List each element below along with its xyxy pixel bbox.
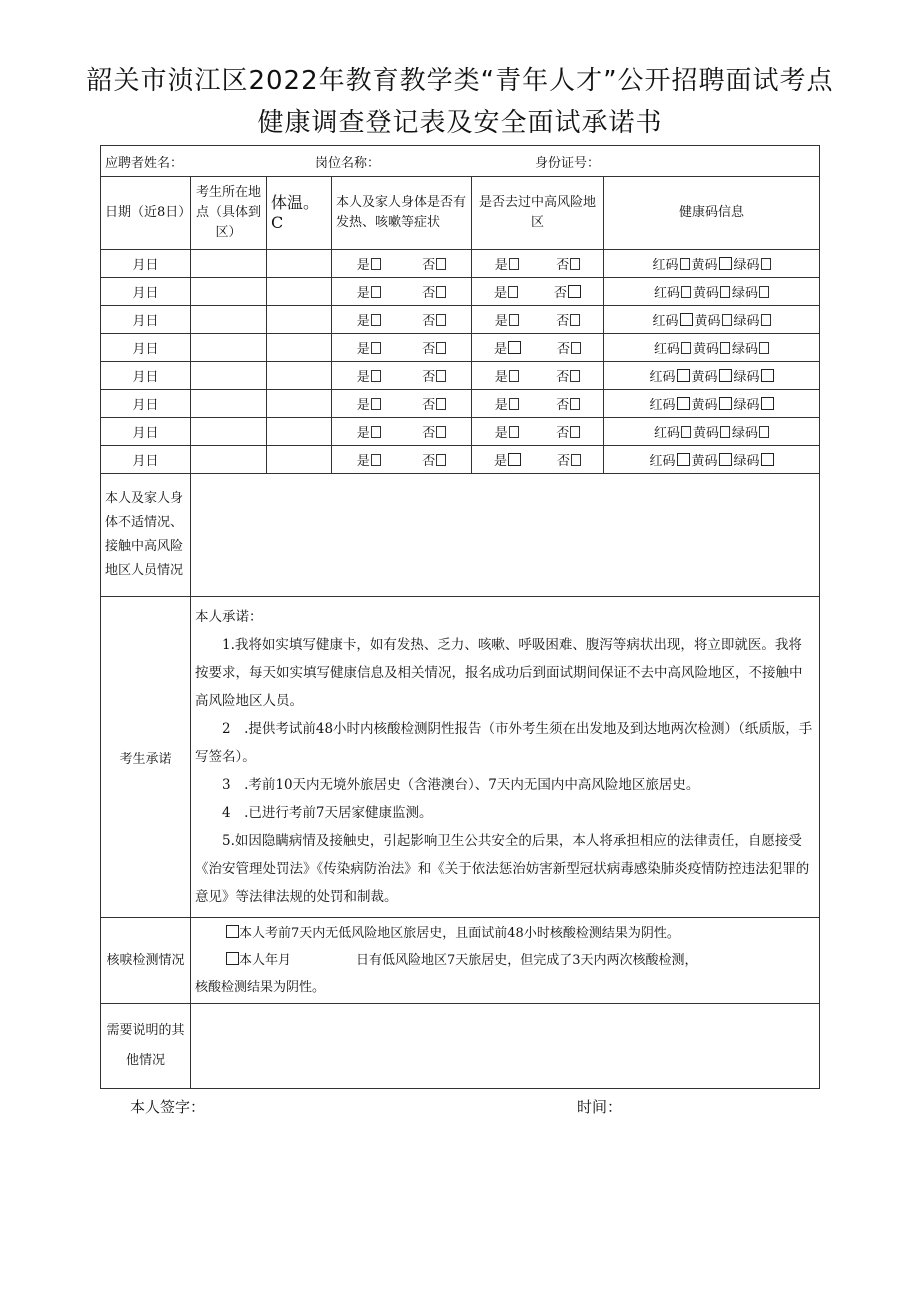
green-code-option[interactable]: 绿码 bbox=[734, 310, 771, 329]
risk-yes-option[interactable]: 是 bbox=[495, 422, 519, 441]
time-label[interactable]: 时间： bbox=[577, 1098, 623, 1116]
day-temp-cell[interactable] bbox=[267, 278, 332, 306]
green-code-option[interactable]: 绿码 bbox=[732, 282, 769, 301]
commitment-item-3: 3 .考前10天内无境外旅居史（含港澳台）、7天内无国内中高风险地区旅居史。 bbox=[222, 777, 700, 793]
day-location-cell[interactable] bbox=[191, 334, 267, 362]
symptom-no-option[interactable]: 否 bbox=[422, 394, 446, 413]
day-date: 月日 bbox=[101, 250, 191, 278]
day-location-cell[interactable] bbox=[191, 362, 267, 390]
day-row bbox=[101, 418, 820, 446]
title-line-2: 健康调查登记表及安全面试承诺书 bbox=[257, 108, 663, 138]
day-temp-cell[interactable] bbox=[267, 250, 332, 278]
risk-no-option[interactable]: 否 bbox=[556, 366, 580, 385]
yellow-code-option[interactable]: 黄码 bbox=[692, 366, 732, 385]
red-code-option[interactable]: 红码 bbox=[649, 394, 689, 413]
applicant-name-field[interactable]: 应聘者姓名： bbox=[105, 155, 184, 171]
id-number-field[interactable]: 身份证号： bbox=[535, 155, 601, 171]
day-temp-cell[interactable] bbox=[267, 306, 332, 334]
other-label: 需要说明的其他情况 bbox=[101, 1004, 191, 1089]
commitment-item-4: 4 .已进行考前7天居家健康监测。 bbox=[222, 805, 433, 821]
day-temp-cell[interactable] bbox=[267, 362, 332, 390]
yellow-code-option[interactable]: 黄码 bbox=[695, 310, 732, 329]
day-row bbox=[101, 362, 820, 390]
applicant-info-row bbox=[101, 146, 820, 177]
day-date: 月日 bbox=[101, 418, 191, 446]
red-code-option[interactable]: 红码 bbox=[654, 422, 691, 441]
day-location-cell[interactable] bbox=[191, 446, 267, 474]
commitment-item-2: 2 .提供考试前48小时内核酸检测阴性报告（市外考生须在出发地及到达地两次检测）（纸质版，手写签名）。 bbox=[195, 721, 813, 765]
header-location: 考生所在地点（具体到区） bbox=[191, 177, 267, 250]
nucleic-section-row bbox=[101, 918, 820, 1004]
day-date: 月日 bbox=[101, 390, 191, 418]
symptom-yes-option[interactable]: 是 bbox=[357, 422, 381, 441]
commitment-item-1: 1.我将如实填写健康卡，如有发热、乏力、咳嗽、呼吸困难、腹泻等病状出现，将立即就医。我将按要求，每天如实填写健康信息及相关情况，报名成功后到面试期间保证不去中高风险地区，不接触中高风险地区人员。 bbox=[195, 637, 803, 709]
symptom-yes-option[interactable]: 是 bbox=[357, 338, 381, 357]
green-code-option[interactable]: 绿码 bbox=[734, 394, 774, 413]
symptom-yes-option[interactable]: 是 bbox=[357, 366, 381, 385]
day-temp-cell[interactable] bbox=[267, 334, 332, 362]
symptom-no-option[interactable]: 否 bbox=[422, 282, 446, 301]
commitment-label: 考生承诺 bbox=[101, 597, 191, 918]
green-code-option[interactable]: 绿码 bbox=[732, 422, 769, 441]
symptom-no-option[interactable]: 否 bbox=[422, 338, 446, 357]
risk-yes-option[interactable]: 是 bbox=[495, 394, 519, 413]
header-risk-area: 是否去过中高风险地区 bbox=[472, 177, 604, 250]
symptom-yes-option[interactable]: 是 bbox=[357, 282, 381, 301]
symptom-no-option[interactable]: 否 bbox=[422, 310, 446, 329]
header-symptoms: 本人及家人身体是否有发热、咳嗽等症状 bbox=[332, 177, 472, 250]
yellow-code-option[interactable]: 黄码 bbox=[693, 338, 730, 357]
symptom-yes-option[interactable]: 是 bbox=[357, 254, 381, 273]
symptom-yes-option[interactable]: 是 bbox=[357, 450, 381, 469]
day-row bbox=[101, 278, 820, 306]
risk-yes-option[interactable]: 是 bbox=[494, 450, 521, 469]
commitment-text bbox=[191, 597, 820, 918]
title-line-1: 韶关市浈江区2022年教育教学类“青年人才”公开招聘面试考点 bbox=[86, 66, 834, 96]
yellow-code-option[interactable]: 黄码 bbox=[693, 422, 730, 441]
green-code-option[interactable]: 绿码 bbox=[734, 254, 771, 273]
symptom-no-option[interactable]: 否 bbox=[422, 366, 446, 385]
day-date: 月日 bbox=[101, 446, 191, 474]
symptom-yes-option[interactable]: 是 bbox=[357, 310, 381, 329]
day-location-cell[interactable] bbox=[191, 306, 267, 334]
header-health-code: 健康码信息 bbox=[604, 177, 820, 250]
position-name-field[interactable]: 岗位名称： bbox=[315, 155, 381, 171]
red-code-option[interactable]: 红码 bbox=[649, 450, 689, 469]
checkbox-icon[interactable] bbox=[226, 952, 239, 965]
nucleic-options bbox=[191, 918, 820, 1004]
green-code-option[interactable]: 绿码 bbox=[732, 338, 769, 357]
red-code-option[interactable]: 红码 bbox=[652, 254, 689, 273]
symptom-yes-option[interactable]: 是 bbox=[357, 394, 381, 413]
day-date: 月日 bbox=[101, 362, 191, 390]
green-code-option[interactable]: 绿码 bbox=[734, 366, 774, 385]
checkbox-icon[interactable] bbox=[226, 925, 239, 938]
risk-no-option[interactable]: 否 bbox=[556, 254, 580, 273]
symptom-no-option[interactable]: 否 bbox=[422, 450, 446, 469]
yellow-code-option[interactable]: 黄码 bbox=[692, 394, 732, 413]
risk-yes-option[interactable]: 是 bbox=[495, 310, 519, 329]
other-section-row bbox=[101, 1004, 820, 1089]
symptom-no-option[interactable]: 否 bbox=[422, 422, 446, 441]
risk-no-option[interactable]: 否 bbox=[557, 338, 581, 357]
day-date: 月日 bbox=[101, 278, 191, 306]
day-temp-cell[interactable] bbox=[267, 446, 332, 474]
risk-no-option[interactable]: 否 bbox=[554, 282, 581, 301]
green-code-option[interactable]: 绿码 bbox=[734, 450, 774, 469]
signature-label[interactable]: 本人签字： bbox=[130, 1098, 206, 1116]
yellow-code-option[interactable]: 黄码 bbox=[692, 254, 732, 273]
unwell-section-row bbox=[101, 474, 820, 597]
day-row bbox=[101, 250, 820, 278]
risk-no-option[interactable]: 否 bbox=[556, 310, 580, 329]
day-row bbox=[101, 334, 820, 362]
day-row bbox=[101, 306, 820, 334]
risk-yes-option[interactable]: 是 bbox=[494, 282, 518, 301]
day-location-cell[interactable] bbox=[191, 390, 267, 418]
day-date: 月日 bbox=[101, 334, 191, 362]
day-location-cell[interactable] bbox=[191, 418, 267, 446]
day-date: 月日 bbox=[101, 306, 191, 334]
yellow-code-option[interactable]: 黄码 bbox=[693, 282, 730, 301]
risk-yes-option[interactable]: 是 bbox=[494, 338, 521, 357]
commitment-intro: 本人承诺： bbox=[195, 609, 263, 625]
day-location-cell[interactable] bbox=[191, 250, 267, 278]
nucleic-label: 核唳检测情况 bbox=[101, 918, 191, 1004]
day-temp-cell[interactable] bbox=[267, 390, 332, 418]
risk-yes-option[interactable]: 是 bbox=[495, 366, 519, 385]
risk-no-option[interactable]: 否 bbox=[556, 394, 580, 413]
risk-yes-option[interactable]: 是 bbox=[495, 254, 519, 273]
health-form-table bbox=[100, 145, 820, 1089]
symptom-no-option[interactable]: 否 bbox=[422, 254, 446, 273]
commitment-section-row bbox=[101, 597, 820, 918]
red-code-option[interactable]: 红码 bbox=[652, 310, 692, 329]
day-temp-cell[interactable] bbox=[267, 418, 332, 446]
risk-no-option[interactable]: 否 bbox=[557, 450, 581, 469]
yellow-code-option[interactable]: 黄码 bbox=[692, 450, 732, 469]
red-code-option[interactable]: 红码 bbox=[654, 338, 691, 357]
header-date: 日期（近8日） bbox=[101, 177, 191, 250]
red-code-option[interactable]: 红码 bbox=[649, 366, 689, 385]
other-details-field[interactable] bbox=[191, 1004, 820, 1089]
unwell-label: 本人及家人身体不适情况、接触中高风险地区人员情况 bbox=[101, 474, 191, 597]
day-row bbox=[101, 390, 820, 418]
nucleic-option-1[interactable]: 本人考前7天内无低风险地区旅居史，且面试前48小时核酸检测结果为阴性。 bbox=[195, 920, 815, 947]
unwell-details-field[interactable] bbox=[191, 474, 820, 597]
nucleic-option-2-continued: 核酸检测结果为阴性。 bbox=[195, 980, 326, 995]
header-row bbox=[101, 177, 820, 250]
header-temperature: 体温。C bbox=[267, 177, 332, 250]
day-row bbox=[101, 446, 820, 474]
nucleic-option-2[interactable]: 本人年月 日有低风险地区7天旅居史，但完成了3天内两次核酸检测， bbox=[195, 947, 815, 974]
day-location-cell[interactable] bbox=[191, 278, 267, 306]
risk-no-option[interactable]: 否 bbox=[556, 422, 580, 441]
commitment-item-5: 5.如因隐瞒病情及接触史，引起影响卫生公共安全的后果，本人将承担相应的法律责任，自愿接受《治安管理处罚法》《传染病防治法》和《关于依法惩治妨害新型冠状病毒感染肺炎疫情防控违法犯罪的意见》等法律法规的处罚和制裁。 bbox=[195, 833, 810, 905]
red-code-option[interactable]: 红码 bbox=[654, 282, 691, 301]
